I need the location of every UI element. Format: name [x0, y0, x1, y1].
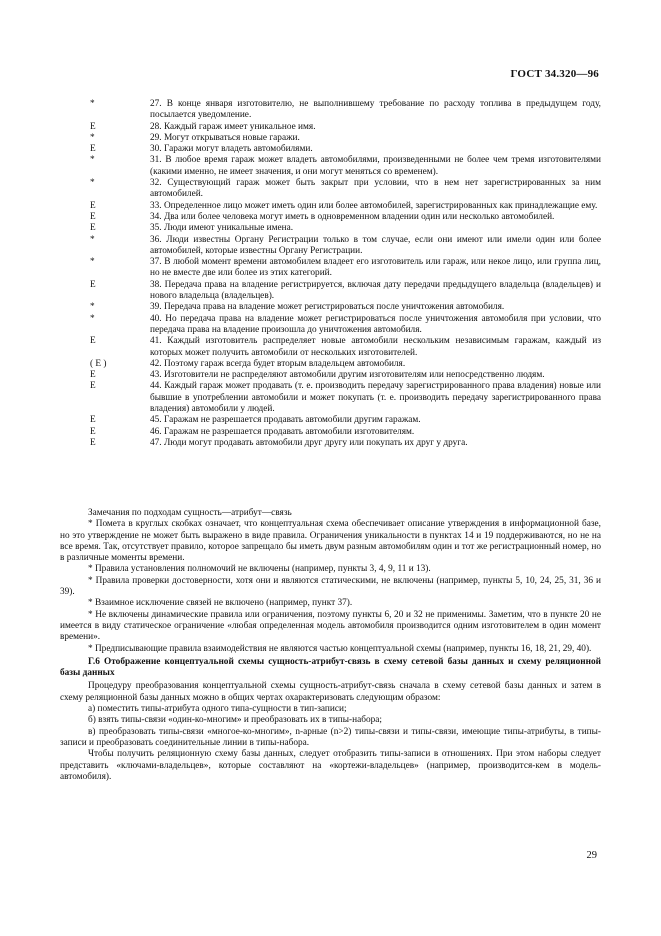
list-item: [60, 257, 601, 280]
paragraph: Чтобы получить реляционную схему базы данных, следует отобразить типы-записи в отношениях. При этом наборы следует представить «ключами-владельцев», которые составляют на «кортежи-владельцев» (например, производится-кем в модель-автомобиля).: [60, 749, 601, 782]
list-item: [60, 438, 601, 449]
paragraph: * Правила проверки достоверности, хотя они и являются статическими, не включены (например, пункты 5, 10, 24, 25, 31, 36 и 39).: [60, 575, 601, 598]
item-text: 27. В конце января изготовителю, не выполнившему требование по расходу топлива в предыдущем году, посылается уведомление.: [150, 99, 601, 121]
list-item: [60, 223, 601, 234]
item-text: 37. В любой момент времени автомобилем владеет его изготовитель или гараж, или некое лицо, или группа лиц, но не вместе две или более из этих категорий.: [150, 257, 601, 279]
item-text: 43. Изготовители не распределяют автомобили другим изготовителям или непосредственно людям.: [150, 370, 545, 381]
item-text: 39. Передача права на владение может регистрироваться после уничтожения автомобиля.: [150, 302, 505, 313]
list-item: [60, 99, 601, 122]
list-item: [60, 201, 601, 212]
item-marker: E: [90, 223, 96, 234]
item-marker: *: [90, 257, 95, 268]
item-text: 33. Определенное лицо может иметь один или более автомобилей, зарегистрированных как принадлежащие ему.: [150, 200, 598, 211]
paragraph: * Правила установления полномочий не включены (например, пункты 3, 4, 9, 11 и 13).: [88, 564, 431, 575]
list-item: [60, 178, 601, 201]
paragraph: а) поместить типы-атрибута одного типа-сущности в тип-записи;: [88, 704, 347, 715]
list-item: [60, 235, 601, 258]
paragraph: в) преобразовать типы-связи «многое-ко-многим», n-арные (n>2) типы-связи и типы-связи, имеющие типы-атрибуты, в типы-записи и преобразовать соединительные линии в типы-набора.: [60, 726, 601, 748]
item-marker: *: [90, 99, 95, 109]
item-marker: E: [90, 336, 96, 347]
item-marker: E: [90, 144, 96, 155]
item-text: 30. Гаражи могут владеть автомобилями.: [150, 144, 313, 155]
paragraph: * Предписывающие правила взаимодействия не являются частью концептуальной схемы (например, пункты 16, 18, 21, 29, 40).: [88, 643, 592, 654]
item-marker: E: [90, 426, 96, 437]
item-text: 45. Гаражам не разрешается продавать автомобили другим гаражам.: [150, 415, 421, 426]
item-marker: *: [90, 313, 95, 324]
item-text: 40. Но передача права на владение может регистрироваться после уничтожения автомобиля при условии, что передача права на владение произошла до уничтожения автомобиля.: [150, 313, 601, 335]
item-text: 41. Каждый изготовитель распределяет новые автомобили нескольким независимым гаражам, каждый из которых может получить автомобили от нескольких изготовителей.: [150, 336, 601, 358]
list-item: [60, 212, 601, 223]
item-text: 44. Каждый гараж может продавать (т. е. производить передачу зарегистрированного права владения) новые или бывшие в употреблении автомобили и может покупать (т. е. производить передачу зарегистрированного права владения) автомобили у людей.: [150, 381, 601, 415]
item-text: 32. Существующий гараж может быть закрыт при условии, что в нем нет зарегистрированных за ним автомобилей.: [150, 178, 601, 200]
item-text: 47. Люди могут продавать автомобили друг другу или покупать их друг у друга.: [150, 437, 468, 448]
item-text: 28. Каждый гараж имеет уникальное имя.: [150, 121, 316, 132]
notes-section: [60, 508, 601, 783]
item-marker: ( E ): [90, 358, 107, 369]
item-marker: E: [90, 437, 96, 448]
item-marker: E: [90, 211, 96, 222]
list-item: [60, 370, 601, 381]
list-item: [60, 133, 601, 144]
item-marker: *: [90, 132, 95, 143]
list-item: [60, 122, 601, 133]
item-text: 31. В любое время гараж может владеть автомобилями, произведенными не более чем тремя изготовителями (какими именно, не имеет значения, и они могут меняться со временем).: [150, 155, 601, 177]
item-text: 35. Люди имеют уникальные имена.: [150, 223, 294, 234]
list-item: [60, 144, 601, 155]
item-marker: E: [90, 370, 96, 381]
list-item: [60, 415, 601, 426]
paragraph: * Взаимное исключение связей не включено (например, пункт 37).: [88, 598, 353, 609]
list-item: [60, 280, 601, 303]
item-marker: E: [90, 381, 96, 392]
paragraph: Замечания по подходам сущность—атрибут—связь: [88, 508, 292, 518]
paragraph: * Не включены динамические правила или ограничения, поэтому пункты 6, 20 и 32 не применимы. Заметим, что в пункте 20 не имеется в виду статическое ограничение «любая определенная модель автомобиля производится одним изготовителем в один момент времени».: [60, 609, 601, 643]
item-marker: E: [90, 279, 96, 290]
item-text: 36. Люди известны Органу Регистрации только в том случае, если они имеют или имели один или более автомобилей, которые известны Органу Регистрации.: [150, 234, 601, 256]
list-item: [60, 155, 601, 178]
paragraph: б) взять типы-связи «один-ко-многим» и преобразовать их в типы-набора;: [88, 715, 382, 726]
list-item: [60, 336, 601, 359]
rules-list: [60, 99, 601, 449]
item-text: 34. Два или более человека могут иметь в одновременном владении один или несколько автомобилей.: [150, 211, 555, 222]
item-marker: E: [90, 415, 96, 426]
page-number: 29: [586, 850, 597, 861]
standard-header: ГОСТ 34.320—96: [510, 68, 599, 80]
list-item: [60, 381, 601, 415]
item-marker: E: [90, 200, 96, 211]
item-text: 46. Гаражам не разрешается продавать автомобили изготовителям.: [150, 426, 415, 437]
item-marker: *: [90, 302, 95, 313]
item-marker: *: [90, 155, 95, 166]
paragraph: * Помета в круглых скобках означает, что концептуальная схема обеспечивает описание утверждения в информационной базе, но это утверждение не может быть выражено в виде правила. Ограничения уникальности в пунктах 14 и 19 поддерживаются, но не на все время. Так, отсутствует правило, которое запрещало бы иметь двум разным автомобилям один и тот же регистрационный номер, но в различные моменты времени.: [60, 519, 601, 564]
item-marker: E: [90, 121, 96, 132]
item-text: 29. Могут открываться новые гаражи.: [150, 132, 300, 143]
paragraph: Процедуру преобразования концептуальной схемы сущность-атрибут-связь сначала в схему сетевой базы данных и затем в схему реляционной базы данных можно в общих чертах охарактеризовать следующим образом:: [60, 681, 601, 703]
item-text: 38. Передача права на владение регистрируется, включая дату передачи предыдущего владельца (владельцев) и нового владельца (владельцев).: [150, 279, 601, 302]
list-item: [60, 427, 601, 438]
list-item: [60, 302, 601, 313]
item-marker: *: [90, 178, 95, 189]
list-item: [60, 314, 601, 337]
item-text: 42. Поэтому гараж всегда будет вторым владельцем автомобиля.: [150, 358, 406, 369]
list-item: [60, 359, 601, 370]
section-heading: Г.6 Отображение концептуальной схемы сущность-атрибут-связь в схему сетевой базы данных и схему реляционной базы данных: [60, 656, 601, 679]
item-marker: *: [90, 234, 95, 245]
